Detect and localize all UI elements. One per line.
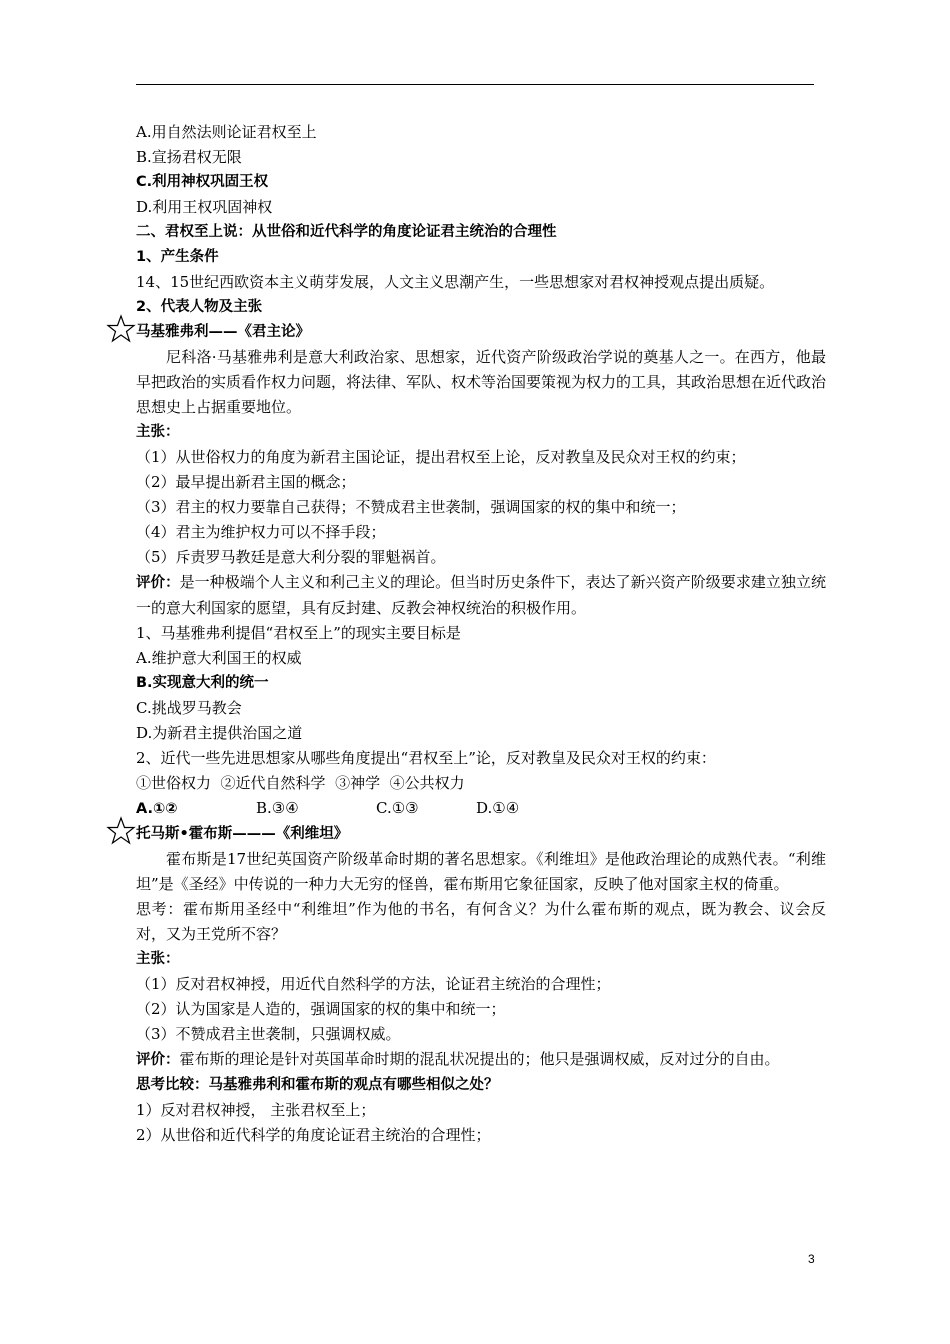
- header-rule: [136, 84, 814, 85]
- claim-item: （4）君主为维护权力可以不择手段；: [136, 523, 386, 541]
- hobbes-intro: 霍布斯是17世纪英国资产阶级革命时期的著名思想家。《利维坦》是他政治理论的成熟代表。“利维坦”是《圣经》中传说的一种力大无穷的怪兽，霍布斯用它象征国家，反映了他对国家主权的倚重。: [136, 850, 826, 893]
- claim-item: （2）认为国家是人造的，强调国家的权的集中和统一；: [136, 1000, 506, 1018]
- hobbes-heading-text: 托马斯•霍布斯———《利维坦》: [136, 826, 349, 842]
- option-a: A.用自然法则论证君权至上: [136, 123, 317, 141]
- q1-option-b-answer: B.实现意大利的统一: [136, 675, 269, 691]
- q2-options: [136, 796, 826, 822]
- claim-item: （2）最早提出新君主国的概念；: [136, 473, 356, 491]
- claim-item: （1）从世俗权力的角度为新君主国论证，提出君权至上论，反对教皇及民众对王权的约束；: [136, 448, 746, 466]
- document-body: [136, 120, 826, 1148]
- claim-item: （3）不赞成君主世袭制，只强调权威。: [136, 1025, 401, 1043]
- q2-option-b: B.③④: [256, 799, 299, 817]
- compare-heading: 思考比较：马基雅弗利和霍布斯的观点有哪些相似之处？: [136, 1077, 499, 1093]
- q1-option-d: D.为新君主提供治国之道: [136, 724, 303, 742]
- compare-item: 1）反对君权神授， 主张君权至上；: [136, 1101, 376, 1119]
- machiavelli-evaluation: [136, 570, 826, 621]
- eval-text: 霍布斯的理论是针对英国革命时期的混乱状况提出的；他只是强调权威，反对过分的自由。: [179, 1050, 780, 1068]
- star-icon: [106, 314, 136, 344]
- eval-label: 评价：: [136, 1052, 180, 1068]
- option-d: D.利用王权巩固神权: [136, 198, 273, 216]
- conditions-text: 14、15世纪西欧资本主义萌芽发展，人文主义思潮产生，一些思想家对君权神授观点提出质疑。: [136, 273, 775, 291]
- machiavelli-heading-text: 马基雅弗利——《君主论》: [136, 324, 310, 340]
- representatives-heading: 2、代表人物及主张: [136, 299, 263, 315]
- q1-option-c: C.挑战罗马教会: [136, 699, 242, 717]
- machiavelli-heading: [136, 320, 826, 345]
- q2-option-c: C.①③: [376, 799, 419, 817]
- compare-item: 2）从世俗和近代科学的角度论证君主统治的合理性；: [136, 1126, 491, 1144]
- claim-item: （3）君主的权力要靠自己获得；不赞成君主世袭制，强调国家的权的集中和统一；: [136, 498, 686, 516]
- claim-item: （1）反对君权神授，用近代自然科学的方法，论证君主统治的合理性；: [136, 975, 611, 993]
- hobbes-claims-label: 主张：: [136, 951, 180, 967]
- page-number: 3: [808, 1252, 815, 1266]
- option-b: B.宣扬君权无限: [136, 148, 242, 166]
- hobbes-think: 思考：霍布斯用圣经中“利维坦”作为他的书名，有何含义？为什么霍布斯的观点，既为教会、议会反对，又为王党所不容？: [136, 900, 826, 943]
- q2-items: ①世俗权力 ②近代自然科学 ③神学 ④公共权力: [136, 774, 465, 792]
- eval-label: 评价：: [136, 575, 180, 591]
- section-title: 二、君权至上说：从世俗和近代科学的角度论证君主统治的合理性: [136, 224, 557, 240]
- hobbes-heading: [136, 822, 826, 847]
- q2-option-a-answer: A.①②: [136, 801, 178, 817]
- machiavelli-intro: 尼科洛·马基雅弗利是意大利政治家、思想家，近代资产阶级政治学说的奠基人之一。在西方，他最早把政治的实质看作权力问题，将法律、军队、权术等治国要策视为权力的工具，其政治思想在近代政治思想史上占据重要地位。: [136, 348, 827, 416]
- q1-option-a: A.维护意大利国王的权威: [136, 649, 302, 667]
- star-icon: [106, 816, 136, 846]
- q2-option-d: D.①④: [476, 799, 520, 817]
- machiavelli-claims-label: 主张：: [136, 424, 180, 440]
- conditions-heading: 1、产生条件: [136, 249, 219, 265]
- eval-text: 是一种极端个人主义和利己主义的理论。但当时历史条件下，表达了新兴资产阶级要求建立独立统一的意大利国家的愿望，具有反封建、反教会神权统治的积极作用。: [136, 573, 826, 617]
- claim-item: （5）斥责罗马教廷是意大利分裂的罪魁祸首。: [136, 548, 446, 566]
- hobbes-evaluation: [136, 1047, 826, 1073]
- question-2: 2、近代一些先进思想家从哪些角度提出“君权至上”论，反对教皇及民众对王权的约束：: [136, 749, 716, 767]
- question-1: 1、马基雅弗利提倡“君权至上”的现实主要目标是: [136, 624, 461, 642]
- option-c-answer: C.利用神权巩固王权: [136, 174, 269, 190]
